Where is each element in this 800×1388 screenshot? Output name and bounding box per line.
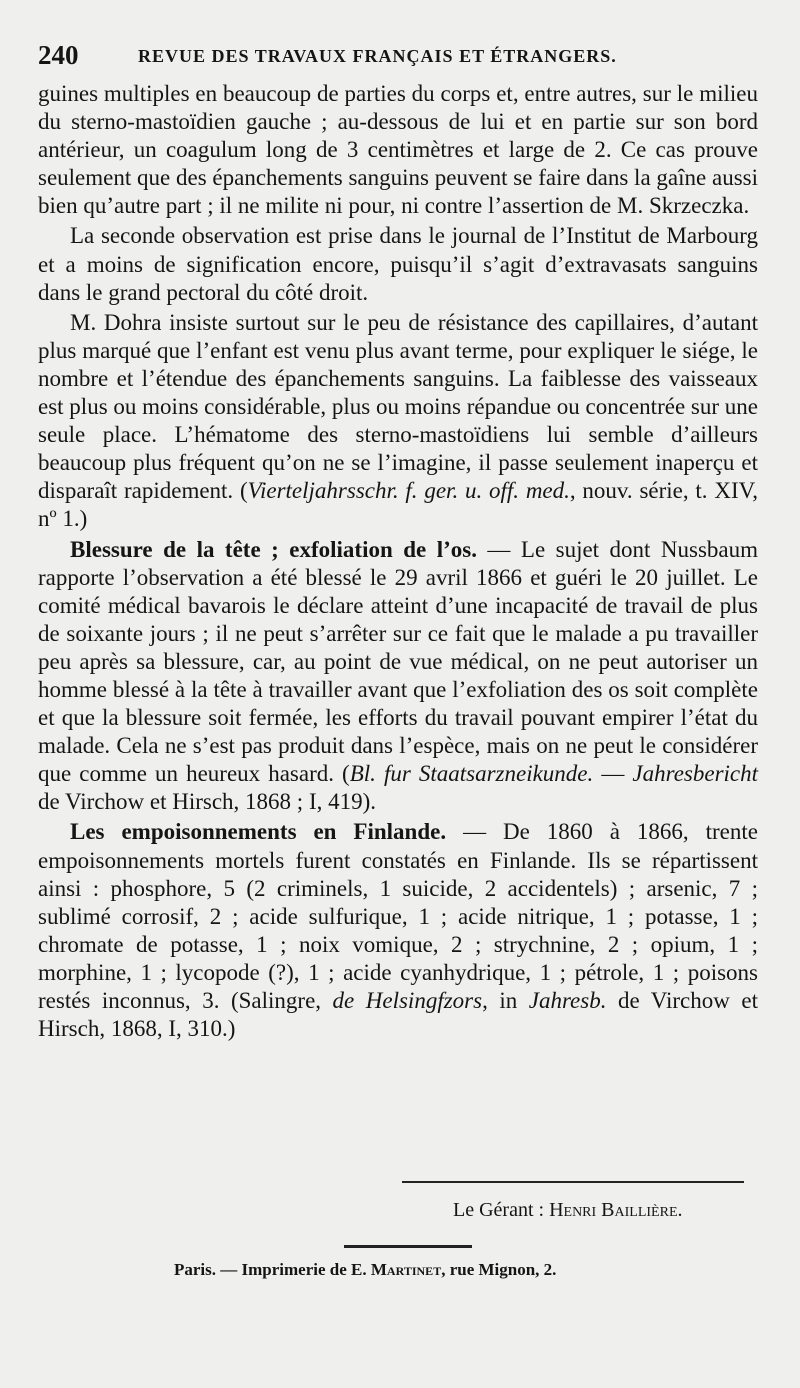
gerant-signature [453,1199,683,1222]
imprint-suffix: , rue Mignon, 2. [441,1260,557,1279]
paragraph-text: — De 1860 à 1866, trente empoisonnements mortels furent constatés en Finlande. Ils se répartissent ainsi : phosphore, 5 (2 criminels, 1 suicide, 2 accidentels) ; arsenic, 7 ; sublimé corrosif, 2 ; acide sulfurique, 1 ; acide nitrique, 1 ; potasse, 1 ; chromate de potasse, 1 ; noix vomique, 2 ; strychnine, 2 ; opium, 1 ; morphine, 1 ; lycopode (?), 1 ; acide cyanhydrique, 1 ; pétrole, 1 ; poisons restés inconnus, 3. (Salingre, [38,819,758,1013]
citation-separator: — [593,761,633,787]
page-header [38,36,758,76]
paragraph-blessure [38,536,758,817]
page-body [38,80,758,1043]
paragraph-text: guines multiples en beaucoup de parties du corps et, entre autres, sur le milieu du sterno-mastoïdien gauche ; au-dessous de lui et en partie sur son bord antérieur, un coagulum long de 3 centimètres et large de 2. Ce cas prouve seulement que des épanchements sanguins peuvent se faire dans la gaîne aussi bien qu’autre part ; il ne milite ni pour, ni contre l’assertion de M. Skrzeczka. [38,81,758,219]
running-title: REVUE DES TRAVAUX FRANÇAIS ET ÉTRANGERS. [138,46,617,66]
citation-title: Bl. fur Staatsarzneikunde. [349,761,594,787]
paragraph-marbourg [38,222,758,306]
citation-title: de Helsingfzors [332,988,483,1013]
imprint-rule [344,1245,472,1248]
citation-details: de Virchow et Hirsch, 1868 ; I, 419). [38,789,377,815]
paragraph-text: La seconde observation est prise dans le journal de l’Institut de Marbourg et a moins de signification encore, puisqu’il s’agit d’extravasats sanguins dans le grand pectoral du côté droit. [38,223,758,305]
citation-separator: , in [482,988,529,1013]
printer-imprint [174,1260,556,1280]
section-heading: Blessure de la tête ; exfoliation de l’os. [70,536,477,562]
imprint-name: Martinet [370,1260,442,1279]
signature-label: Le Gérant : [453,1199,550,1221]
footer-rule [402,1181,744,1183]
signature-name: Henri Baillière. [549,1199,683,1221]
imprint-prefix: Paris. — Imprimerie de E. [174,1260,371,1279]
citation-title: Vierteljahrsschr. f. ger. u. off. med. [247,478,570,504]
paragraph-continued [38,80,758,220]
paragraph-finlande [38,818,758,1043]
citation-details: de Virchow et Hirsch, 1868, I, 310.) [38,988,758,1042]
citation-details: , nouv. série, t. XIV, nº 1.) [38,478,758,532]
citation-title: Jahresbericht [632,761,759,787]
paragraph-text: M. Dohra insiste surtout sur le peu de résistance des capillaires, d’autant plus marqué que l’enfant est venu plus avant terme, pour expliquer le siége, le nombre et l’étendue des épanchements sanguins. La faiblesse des vaisseaux est plus ou moins considérable, plus ou moins répandue ou concentrée sur une seule place. L’hématome des sterno-mastoïdiens lui semble d’ailleurs beaucoup plus fréquent qu’on ne se l’imagine, il passe seulement inaperçu et disparaît rapidement. ( [38,309,758,504]
citation-title: Jahresb. [528,988,607,1013]
paragraph-dohra [38,309,758,534]
section-heading: Les empoisonnements en Finlande. [70,819,447,845]
page-number: 240 [38,40,79,70]
paragraph-text: — Le sujet dont Nussbaum rapporte l’observation a été blessé le 29 avril 1866 et guéri le 20 juillet. Le comité médical bavarois le déclare atteint d’une incapacité de travail de plus de soixante jours ; il ne peut s’arrêter sur ce fait que le malade a pu travailler peu après sa blessure, car, au point de vue médical, on ne peut autoriser un homme blessé à la tête à travailler avant que l’exfoliation des os soit complète et que la blessure soit fermée, les efforts du travail pouvant empirer l’état du malade. Cela ne s’est pas produit dans l’espèce, mais on ne peut le considérer que comme un heureux hasard. ( [38,536,758,787]
